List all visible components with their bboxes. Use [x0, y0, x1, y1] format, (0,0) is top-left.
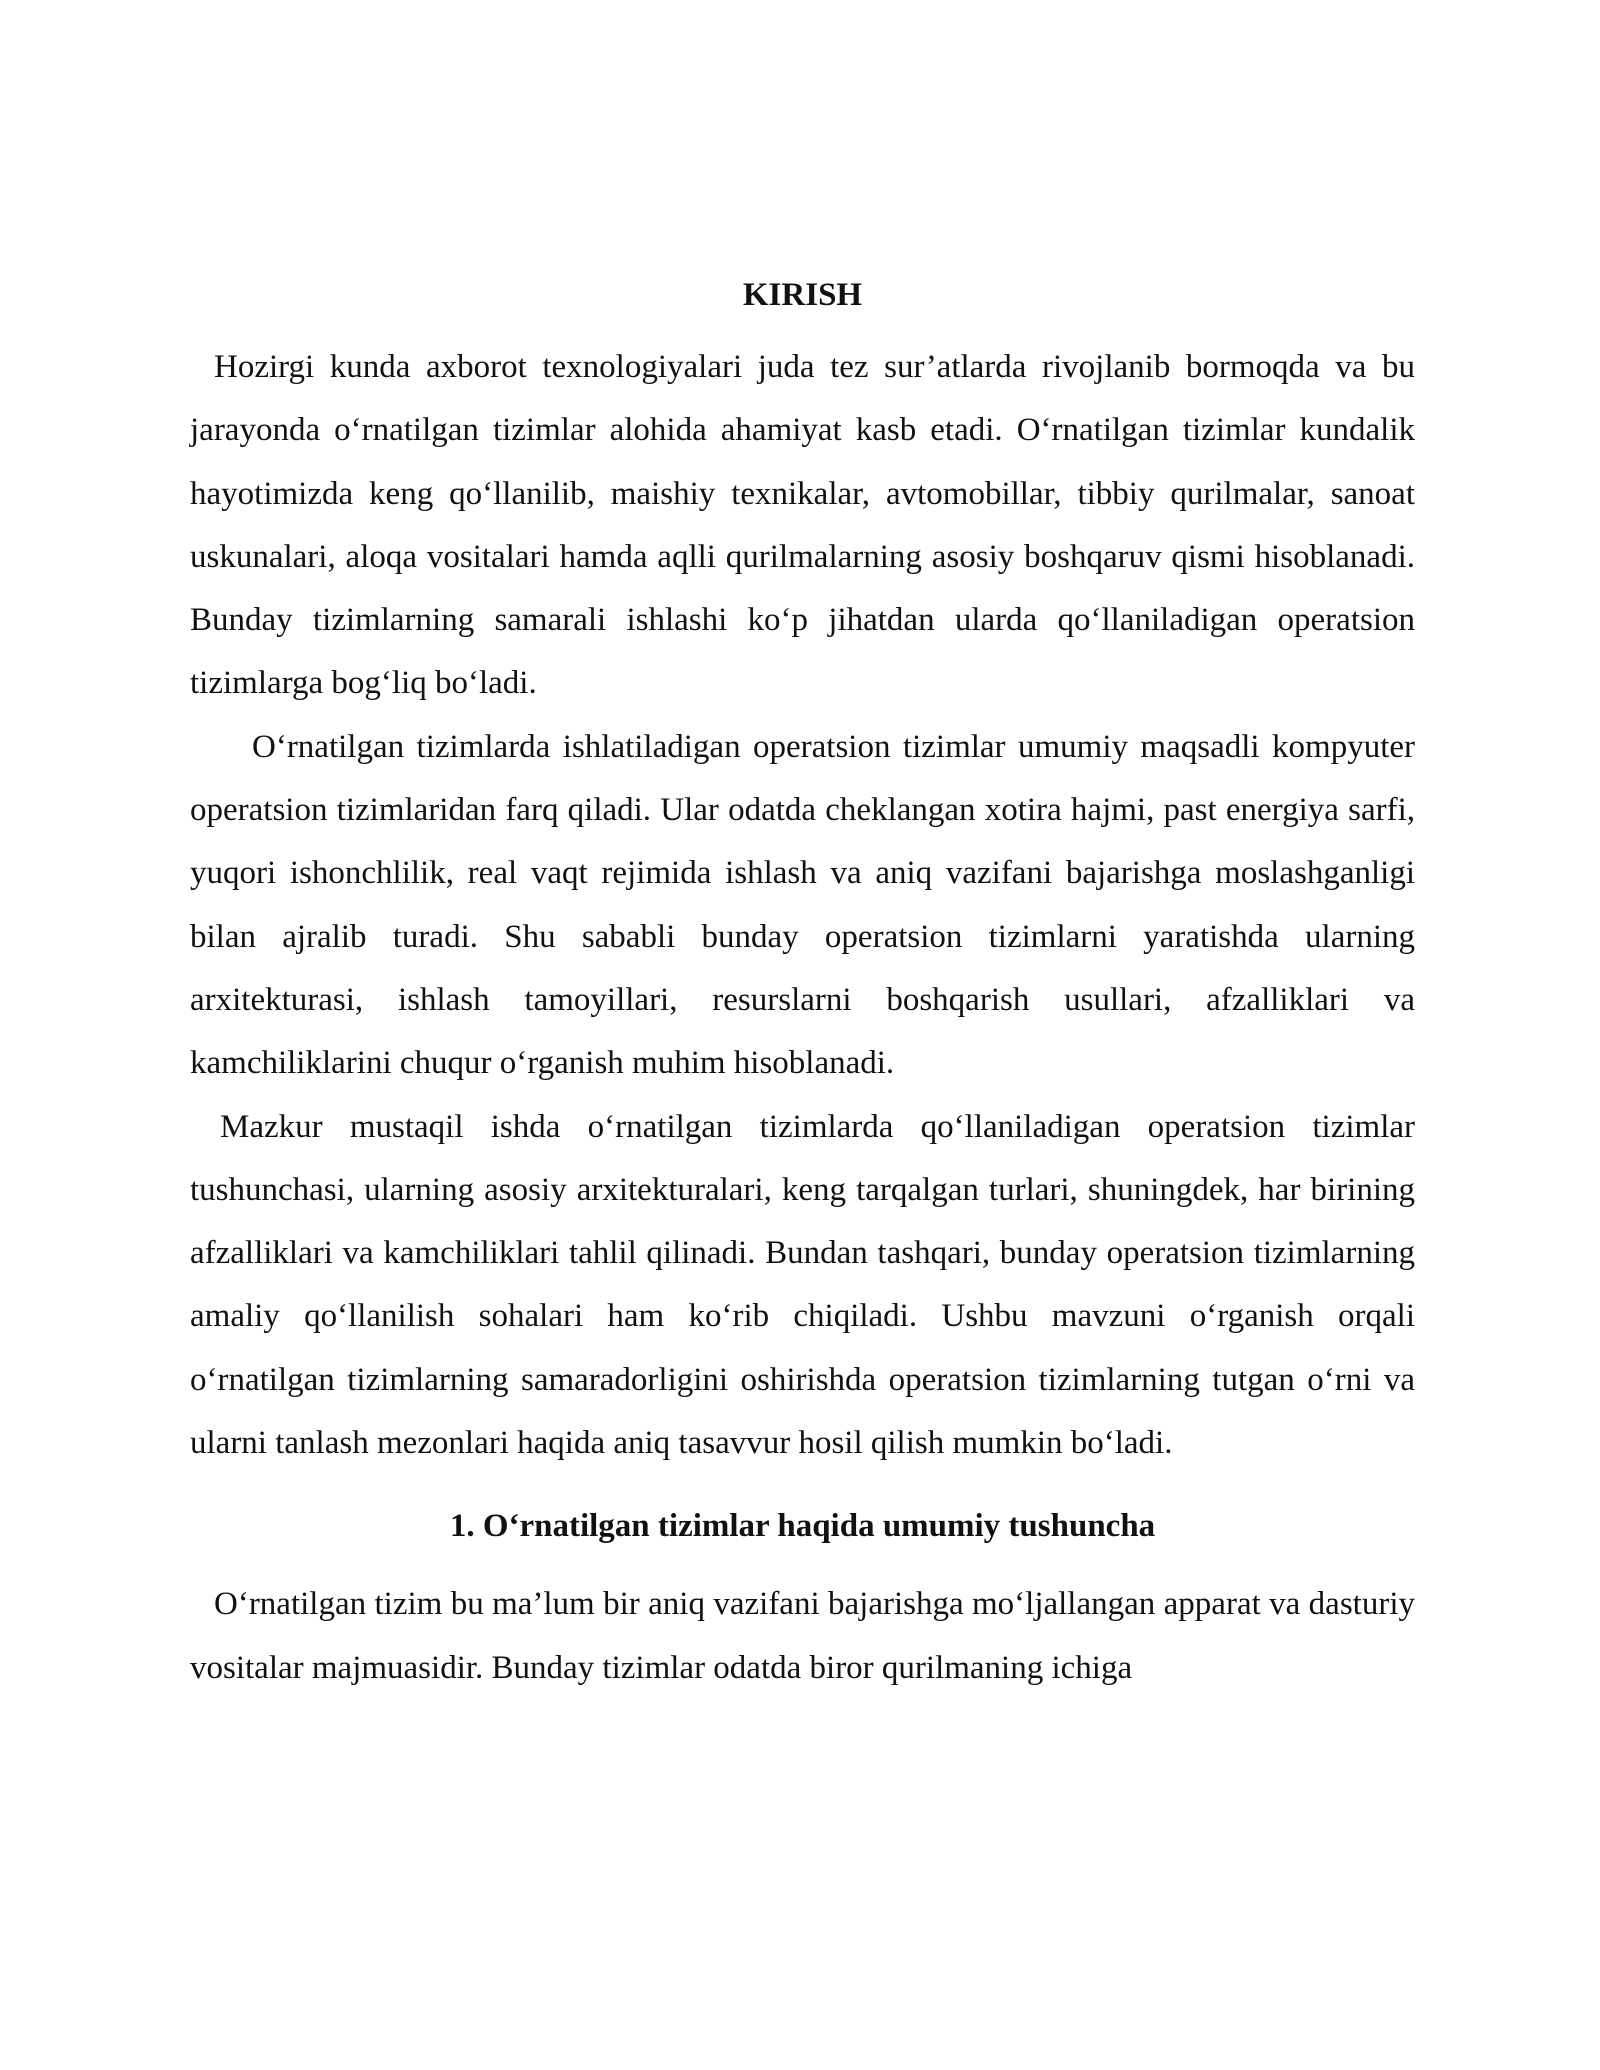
- document-content: [190, 268, 1415, 1700]
- intro-paragraph-2: O‘rnatilgan tizimlarda ishlatiladigan operatsion tizimlar umumiy maqsadli kompyuter operatsion tizimlaridan farq qiladi. Ular odatda cheklangan xotira hajmi, past energiya sarfi, yuqori ishonchlilik, real vaqt rejimida ishlash va aniq vazifani bajarishga moslashganligi bilan ajralib turadi. Shu sababli bunday operatsion tizimlarni yaratishda ularning arxitekturasi, ishlash tamoyillari, resurslarni boshqarish usullari, afzalliklari va kamchiliklarini chuqur o‘rganish muhim hisoblanadi.: [190, 728, 1415, 1082]
- intro-heading: KIRISH: [742, 277, 863, 313]
- intro-paragraph-1: Hozirgi kunda axborot texnologiyalari juda tez sur’atlarda rivojlanib bormoqda va bu jarayonda o‘rnatilgan tizimlar alohida ahamiyat kasb etadi. O‘rnatilgan tizimlar kundalik hayotimizda keng qo‘llanilib, maishiy texnikalar, avtomobillar, tibbiy qurilmalar, sanoat uskunalari, aloqa vositalari hamda aqlli qurilmalarning asosiy boshqaruv qismi hisoblanadi. Bunday tizimlarning samarali ishlashi ko‘p jihatdan ularda qo‘llaniladigan operatsion tizimlarga bog‘liq bo‘ladi.: [190, 349, 1415, 702]
- section-1-heading: 1. O‘rnatilgan tizimlar haqida umumiy tushuncha: [449, 1508, 1156, 1545]
- section-1-paragraph: O‘rnatilgan tizim bu ma’lum bir aniq vazifani bajarishga mo‘ljallangan apparat va dasturiy vositalar majmuasidir. Bunday tizimlar odatda biror qurilmaning ichiga: [190, 1586, 1415, 1686]
- intro-paragraph-3: Mazkur mustaqil ishda o‘rnatilgan tizimlarda qo‘llaniladigan operatsion tizimlar tushunchasi, ularning asosiy arxitekturalari, keng tarqalgan turlari, shuningdek, har birining afzalliklari va kamchiliklari tahlil qilinadi. Bundan tashqari, bunday operatsion tizimlarning amaliy qo‘llanilish sohalari ham ko‘rib chiqiladi. Ushbu mavzuni o‘rganish orqali o‘rnatilgan tizimlarning samaradorligini oshirishda operatsion tizimlarning tutgan o‘rni va ularni tanlash mezonlari haqida aniq tasavvur hosil qilish mumkin bo‘ladi.: [190, 1108, 1415, 1462]
